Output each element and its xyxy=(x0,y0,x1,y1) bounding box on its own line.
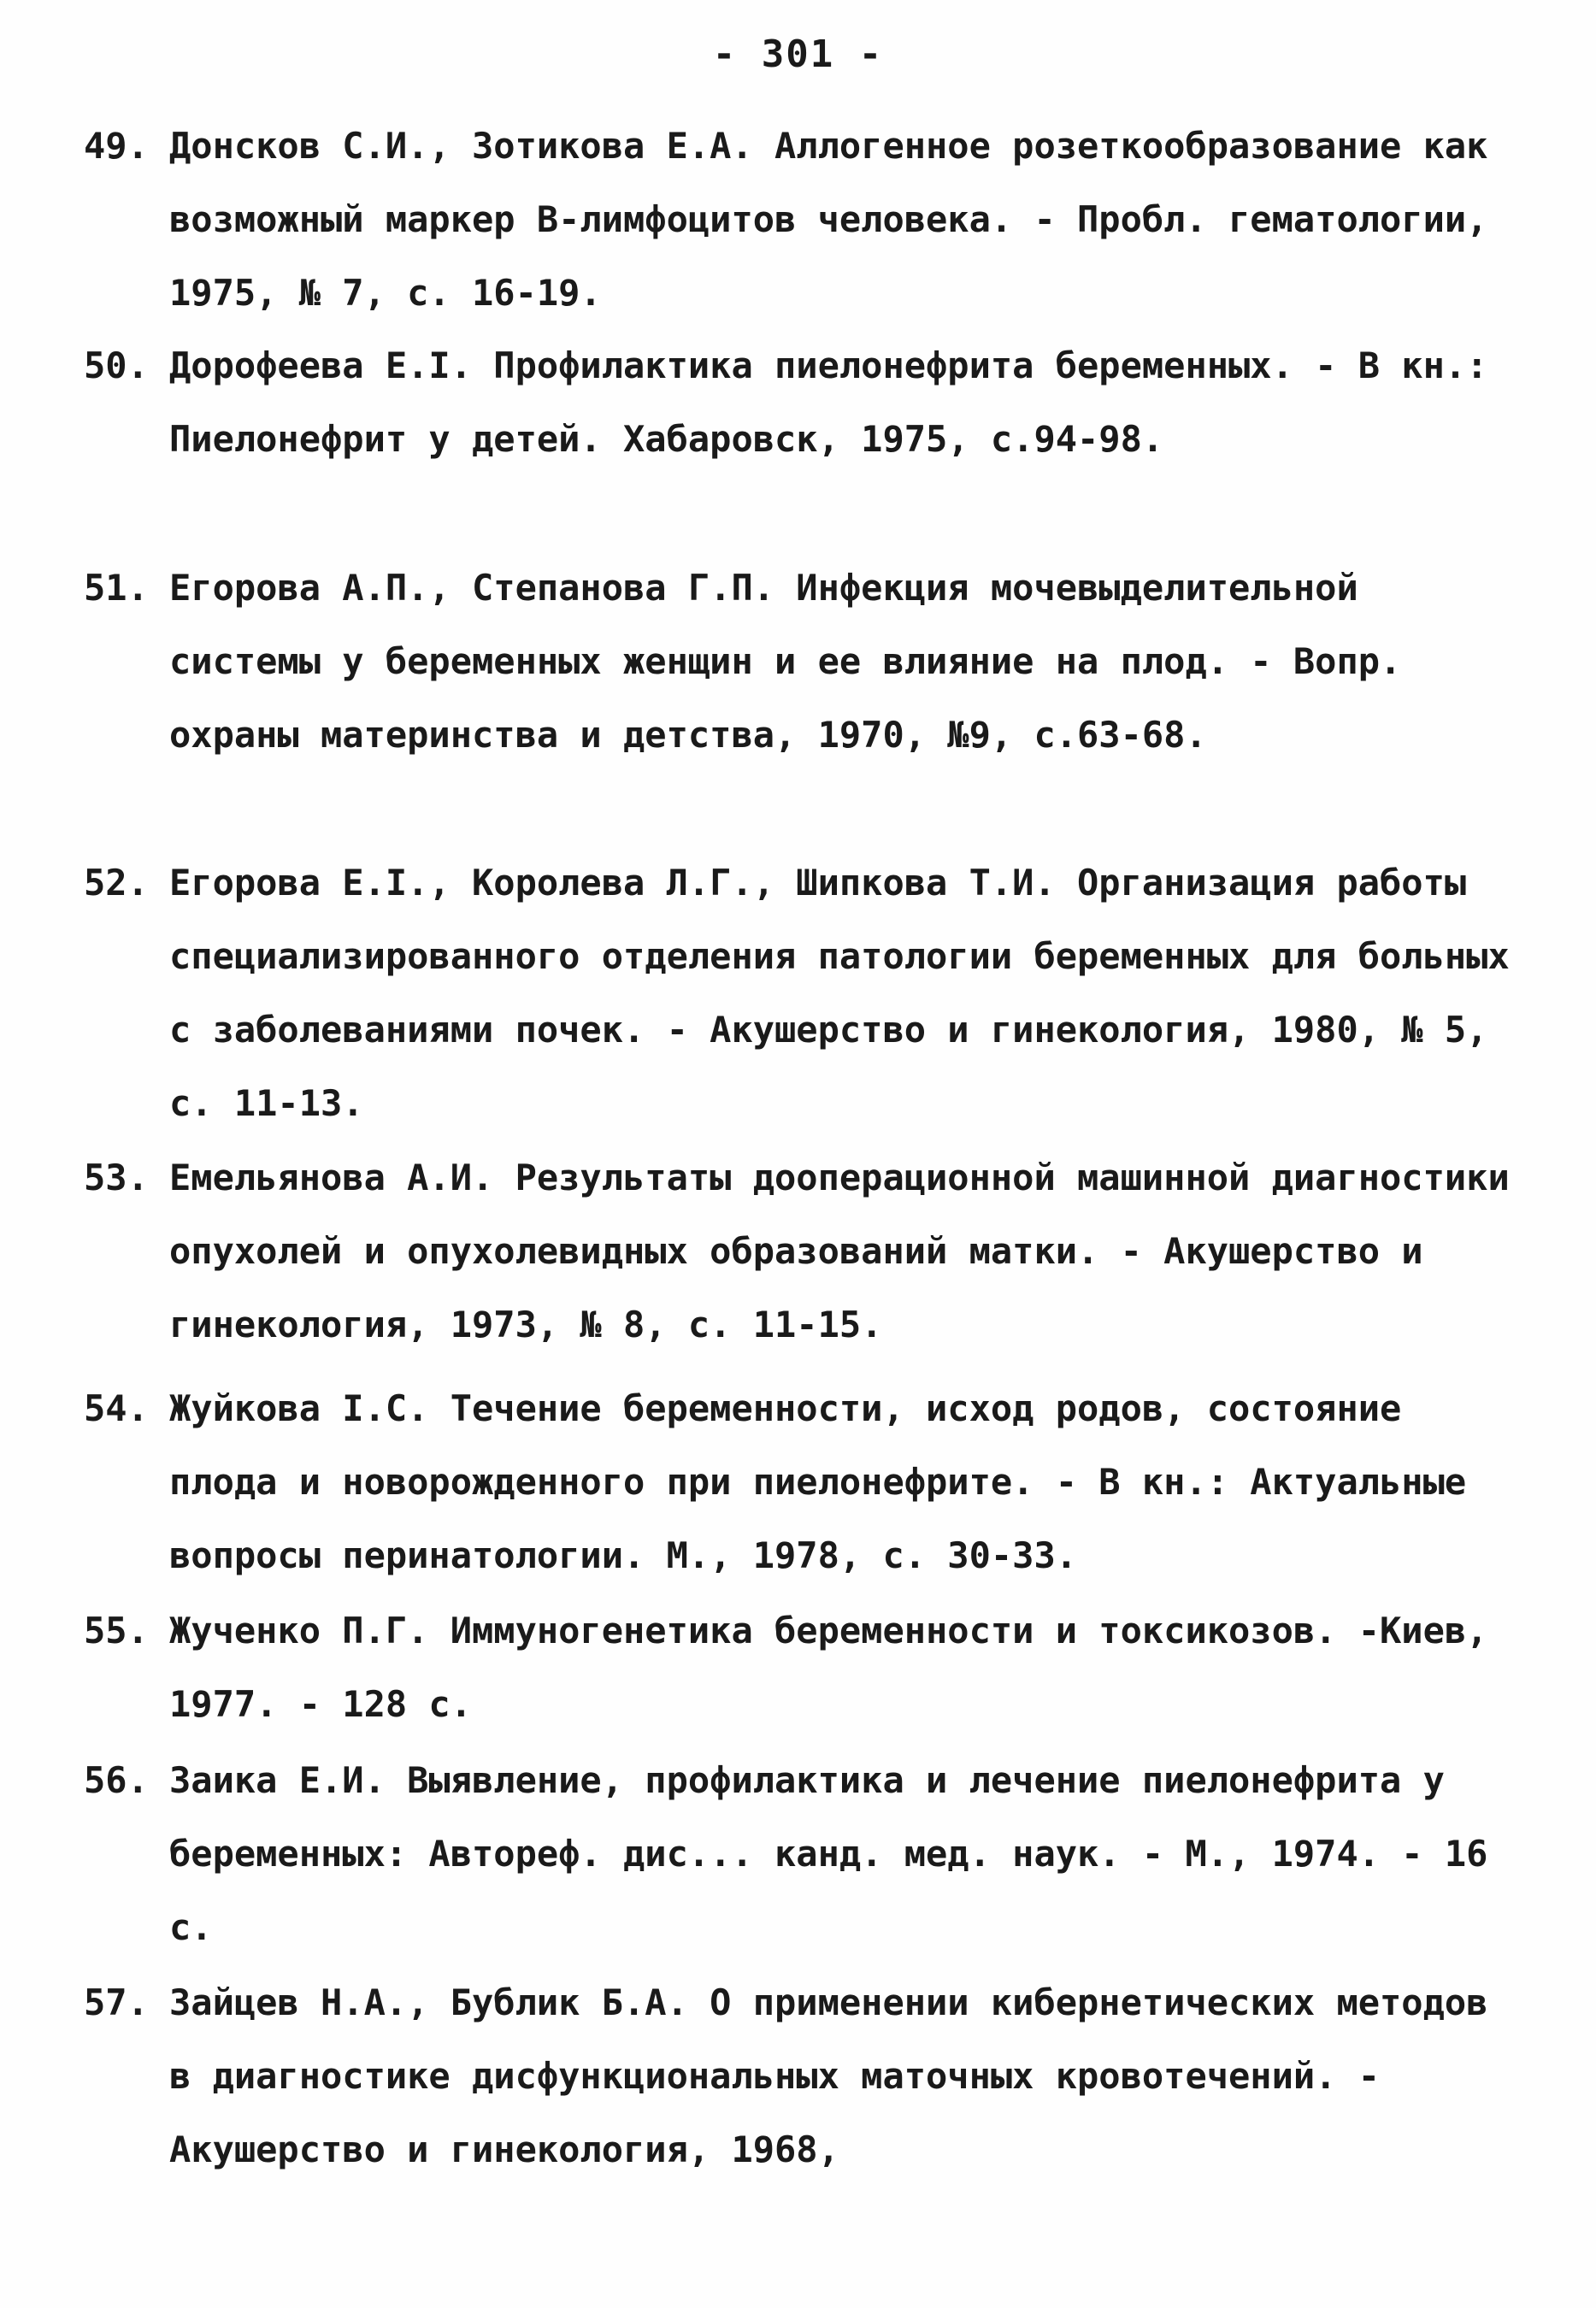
reference-text: Егорова А.П., Степанова Г.П. Инфекция мочевыделительной системы у беременных женщин и ее влияние на плод. - Вопр. охраны материнства и детства, 1970, №9, с.63-68. xyxy=(169,567,1402,756)
reference-number: 54. xyxy=(84,1387,149,1429)
reference-entry xyxy=(84,846,1520,1140)
reference-text: Жуйкова І.С. Течение беременности, исход родов, состояние плода и новорожденного при пиелонефрите. - В кн.: Актуальные вопросы перинатологии. М., 1978, с. 30-33. xyxy=(169,1387,1467,1576)
reference-entry xyxy=(84,1966,1520,2187)
reference-text: Егорова Е.І., Королева Л.Г., Шипкова Т.И. Организация работы специализированного отделения патологии беременных для больных с заболеваниями почек. - Акушерство и гинекология, 1980, № 5, с. 11-13. xyxy=(169,862,1510,1124)
reference-number: 49. xyxy=(84,125,149,167)
page-number: - 301 - xyxy=(712,32,884,76)
reference-number: 56. xyxy=(84,1759,149,1801)
reference-entry xyxy=(84,109,1520,330)
reference-entry xyxy=(84,329,1520,476)
reference-entry xyxy=(84,1744,1520,1964)
reference-text: Зайцев Н.А., Бублик Б.А. О применении кибернетических методов в диагностике дисфункциональных маточных кровотечений. - Акушерство и гинекология, 1968, xyxy=(169,1981,1488,2170)
reference-number: 50. xyxy=(84,344,149,386)
reference-number: 55. xyxy=(84,1610,149,1652)
reference-number: 51. xyxy=(84,567,149,609)
reference-text: Дорофеева Е.І. Профилактика пиелонефрита беременных. - В кн.: Пиелонефрит у детей. Хабаровск, 1975, с.94-98. xyxy=(169,344,1488,460)
reference-entry xyxy=(84,1141,1520,1362)
reference-text: Емельянова А.И. Результаты дооперационной машинной диагностики опухолей и опухолевидных образований матки. - Акушерство и гинекология, 1973, № 8, с. 11-15. xyxy=(169,1157,1510,1345)
reference-entry xyxy=(84,1372,1520,1593)
reference-number: 53. xyxy=(84,1157,149,1198)
reference-text: Заика Е.И. Выявление, профилактика и лечение пиелонефрита у беременных: Автореф. дис... канд. мед. наук. - М., 1974. - 16 с. xyxy=(169,1759,1488,1948)
reference-number: 57. xyxy=(84,1981,149,2023)
reference-entry xyxy=(84,1594,1520,1741)
reference-entry xyxy=(84,551,1520,772)
reference-text: Донсков С.И., Зотикова Е.А. Аллогенное розеткообразование как возможный маркер В-лимфоцитов человека. - Пробл. гематологии, 1975, № 7, с. 16-19. xyxy=(169,125,1488,314)
reference-number: 52. xyxy=(84,862,149,904)
reference-text: Жученко П.Г. Иммуногенетика беременности и токсикозов. -Киев, 1977. - 128 с. xyxy=(169,1610,1488,1725)
